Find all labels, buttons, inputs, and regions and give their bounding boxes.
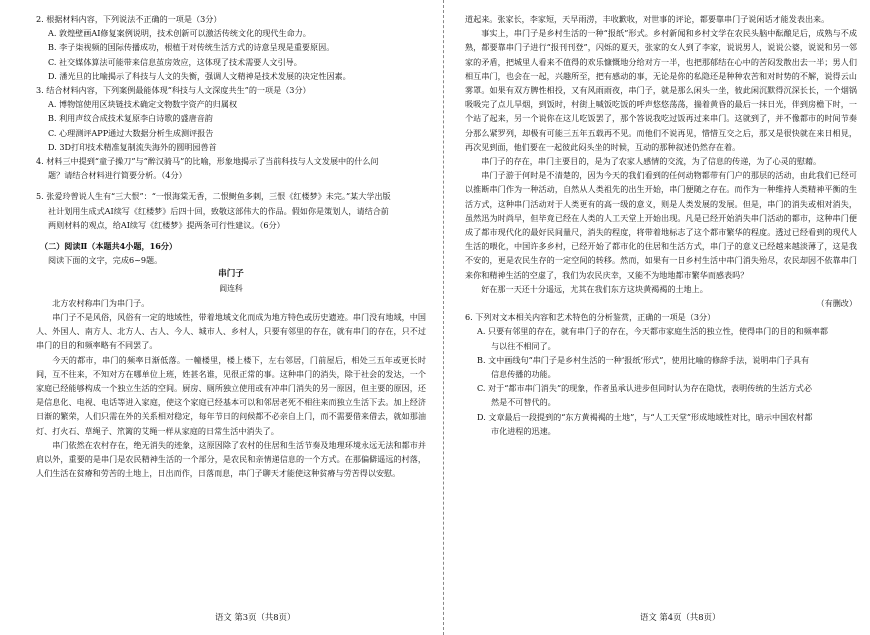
article-paragraph: 串门子的存在，串门主要目的，是为了农家人感情的交流，为了信息的传递，为了心灵的慰藉。 xyxy=(481,156,822,167)
page-footer-right: 语文 第4页（共8页） xyxy=(640,612,721,622)
article-title: 串门子 xyxy=(218,269,244,280)
article-paragraph: 串门依然在农村存在，绝无消失的迹象，这原因除了农村的住居和生活节奏及地理环境永远无法和都市并肩以外，重要的是串门是农民精神生活的一个部分，是农民和亲情递信息的一个方式。在那偏僻遥远的村落，人们生活在贫瘠和劳苦的土地上，日出而作，日落而息，串门子聊天才能使这种贫瘠与劳苦得以安慰。 xyxy=(36,439,426,479)
article-paragraph: 串门子游于何时是不清楚的，因为今天的我们看到的任何动物都带有门户的那层的活动，由此我们已经可以推断串门作为一种活动，自然从人类祖先的出生开始，串门便随之存在。而作为一种维持人类精神平衡的生活方式，这种串门活动对于人类更有的高一级的意义，则是人类发展的发展。但是，串门的消失或相对消失，虽然迅为时尚早，但毕竟已经在人类的人工天堂上开始出现。凡是已经开始消失串门活动的都市，这种串门便成了都市现代化的最好民间量尺，消失的程度，将带着地标志了这个都市繁华的程度。透过已经看到的现代人生活的喂化，中国许多乡村，已经开始了都市化的住居和生活方式，串门子的意义已经越来越淡薄了，这是我不安的，更是农民生存的一定空间的转移。然而，如果有一日乡村生活中串门消失殆尽，农民却因不依靠串门来你和精神生活的空虚了，我们为农民庆幸，又能不为地地都市繁华而感表吗？ xyxy=(465,170,857,280)
question-6-option-c-cont: 然是不可替代的。 xyxy=(491,397,556,408)
article-paragraph: 今天的都市，串门的频率日渐低落。一幢楼里，楼上楼下，左右邻居，门前屋后，相处三五年或更长时间，互不往来，不知对方在哪单位上班，姓甚名谁，见很正常的事。这种串门的消失，除于社会的发达，一个家庭已经能够构成一个独立生活的空间。厨房、厕所独立使用或有冲串门消失的另一原因，但主要的原因，还是信息化、电视、电话等进入家庭，使这个家庭已经基本可以和邻居老死不相往来而独立生活下去。加上经济日渐的繁荣，人们只需在外的关系相对稳定，每年节日的问候都不必亲自上门，而不需要借来借去，就如那油灯、打火石、草绳子、笊篱的艾绳一样从家庭的日常生活中消失了。 xyxy=(36,354,426,436)
question-6-option-c: C. 对于“都市串门消失”的现象，作者虽承认进步但同时认为存在隐忧，表明传统的生活方式必 xyxy=(477,383,812,394)
article-paragraph: 串门子不是风俗，风俗有一定的地域性，带着地域文化而成为地方特色或历史遗迹。串门没有地域，中国人、外国人、南方人、北方人、古人、今人、城市人、乡村人，只要有邻里的存在，就有串门的存在，只不过串门的目的和频率略有不同罢了。 xyxy=(36,312,426,351)
question-6-option-a-cont: 与以往不相同了。 xyxy=(491,340,556,351)
question-5-line-1: 5. 张爱玲曾说人生有“三大恨”：“一恨海棠无香，二恨鲥鱼多刺，三恨《红楼梦》未完。”某大学出版 xyxy=(36,191,391,202)
article-paragraph: 道起来。张家长，李家短，天早雨涝，丰收歉收，对世事的评论，都要靠串门子说闲话才能发表出来。 xyxy=(465,14,830,24)
question-2-option-c: C. 社交媒体算法可能带来信息茧房效应，这体现了技术需要人文引导。 xyxy=(48,56,302,67)
article-author: 阎连科 xyxy=(219,283,243,293)
source-note: （有删改） xyxy=(816,298,857,309)
question-3-option-c: C. 心理测评APP通过大数据分析生成测评报告 xyxy=(48,127,214,138)
question-6-option-d: D. 文章最后一段提到的“东方黄褐褐的土地”，与“人工天堂”形成地域性对比，暗示中国农村都 xyxy=(477,411,813,422)
section-heading: （二）阅读Ⅱ（本题共4小题，16分） xyxy=(40,241,178,252)
left-page xyxy=(36,12,426,481)
article-paragraph: 好在那一天还十分遥远，尤其在我们东方这块黄褐褐的土地上。 xyxy=(481,283,708,294)
question-3-option-b: B. 利用声纹合成技术复原李白诗歌的盛唐音韵 xyxy=(48,113,213,124)
question-2-stem: 2. 根据材料内容，下列说法不正确的一项是（3分） xyxy=(36,14,222,24)
question-4-line-1: 4. 材料三中提到“童子操刀”与“醉汉骑马”的比喻，形象地揭示了当前科技与人文发展中的什么问 xyxy=(36,156,379,167)
right-page xyxy=(465,12,857,438)
question-4-line-2: 题？请结合材料进行简要分析。（4分） xyxy=(48,170,187,181)
article-paragraph: 北方农村称串门为串门子。 xyxy=(52,297,150,308)
question-6-option-b: B. 文中画线句“串门子是乡村生活的一种‘报纸’形式”，使用比喻的修辞手法，说明串门子具有 xyxy=(477,354,810,365)
reading-instruction: 阅读下面的文字，完成6~9题。 xyxy=(48,255,163,266)
question-6-option-d-cont: 市化进程的迅速。 xyxy=(491,425,556,436)
question-3-option-a: A. 博物馆使用区块链技术确定文物数字资产的归属权 xyxy=(48,99,238,110)
question-5-line-2: 社计划用生成式AI续写《红楼梦》后四十回，致敬这部伟大的作品。假如你是策划人，请结合前 xyxy=(48,205,389,216)
question-2-option-d: D. 潘光旦的比喻揭示了科技与人文的失衡，强调人文精神是技术发展的决定性因素。 xyxy=(48,70,351,81)
question-3-stem: 3. 结合材料内容，下列案例最能体现“科技与人文深度共生”的一项是（3分） xyxy=(36,85,311,96)
article-paragraph-underlined: 事实上，串门子是乡村生活的一种“报纸”形式。乡村新闻和乡村文学在农民头脑中酝酿足后，成熟与不成熟，都要靠串门子进行“报刊刊登”，闪烁的夏天，张家的女人到了李家，说说男人，说说公婆，说说和另一邻家的矛盾，把城里人看来不值得的欢乐慷慨地分给对方一半，也把那郁结在心中的苦闷发散出去一半；男人们相互串门，也会在一起，兴趣所至，把有感动的事，无论是你的私隐还是种种农苦和对时势的不解，说得云山雾罩。如果有双方脾性相投，又有风雨雨夜，串门子，就是那么闲头一坐，彼此闲沉默得沉深长长，一个烟锅吸吸完了点儿旱烟，到饭时，村街上喊饭吃饭的呼声悠悠荡荡，揣着黄昏的最后一抹日光，伴到房檐下时，一个站了起来，另一个说你在这儿吃饭罢了，那个答说我吃过饭再过来串门。这就到了，并不像都市的时间节奏分那么紧罗列，却极有可能三五年五载再不见。而他们不说再见，惜惜互交之后，那又是很快就在来日相見，再次见到面，他们要在一起彼此闷头坐的时候，互动的那种叙述仍然存在着。 xyxy=(465,28,857,152)
page-footer-left: 语文 第3页（共8页） xyxy=(215,612,296,622)
question-6-stem: 6. 下列对文本相关内容和艺术特色的分析鉴赏，正确的一项是（3分） xyxy=(465,312,716,323)
question-2-option-b: B. 李子柒视频的国际传播成功，根植于对传统生活方式的诗意呈现是重要原因。 xyxy=(48,42,335,53)
question-3-option-d: D. 3D打印技术精准复制流失海外的圆明园兽首 xyxy=(48,141,217,152)
question-6-option-a: A. 只要有邻里的存在，就有串门子的存在，今天都市家庭生活的独立性，使得串门的目的和频率都 xyxy=(477,326,828,337)
question-6-option-b-cont: 信息传播的功能。 xyxy=(491,369,556,380)
question-5-line-3: 两则材料的观点，给AI续写《红楼梦》提两条可行性建议。（6分） xyxy=(48,219,285,230)
page-divider xyxy=(443,0,444,635)
question-2-option-a: A. 敦煌壁画AI修复案例说明，技术创新可以激活传统文化的现代生命力。 xyxy=(48,28,311,39)
